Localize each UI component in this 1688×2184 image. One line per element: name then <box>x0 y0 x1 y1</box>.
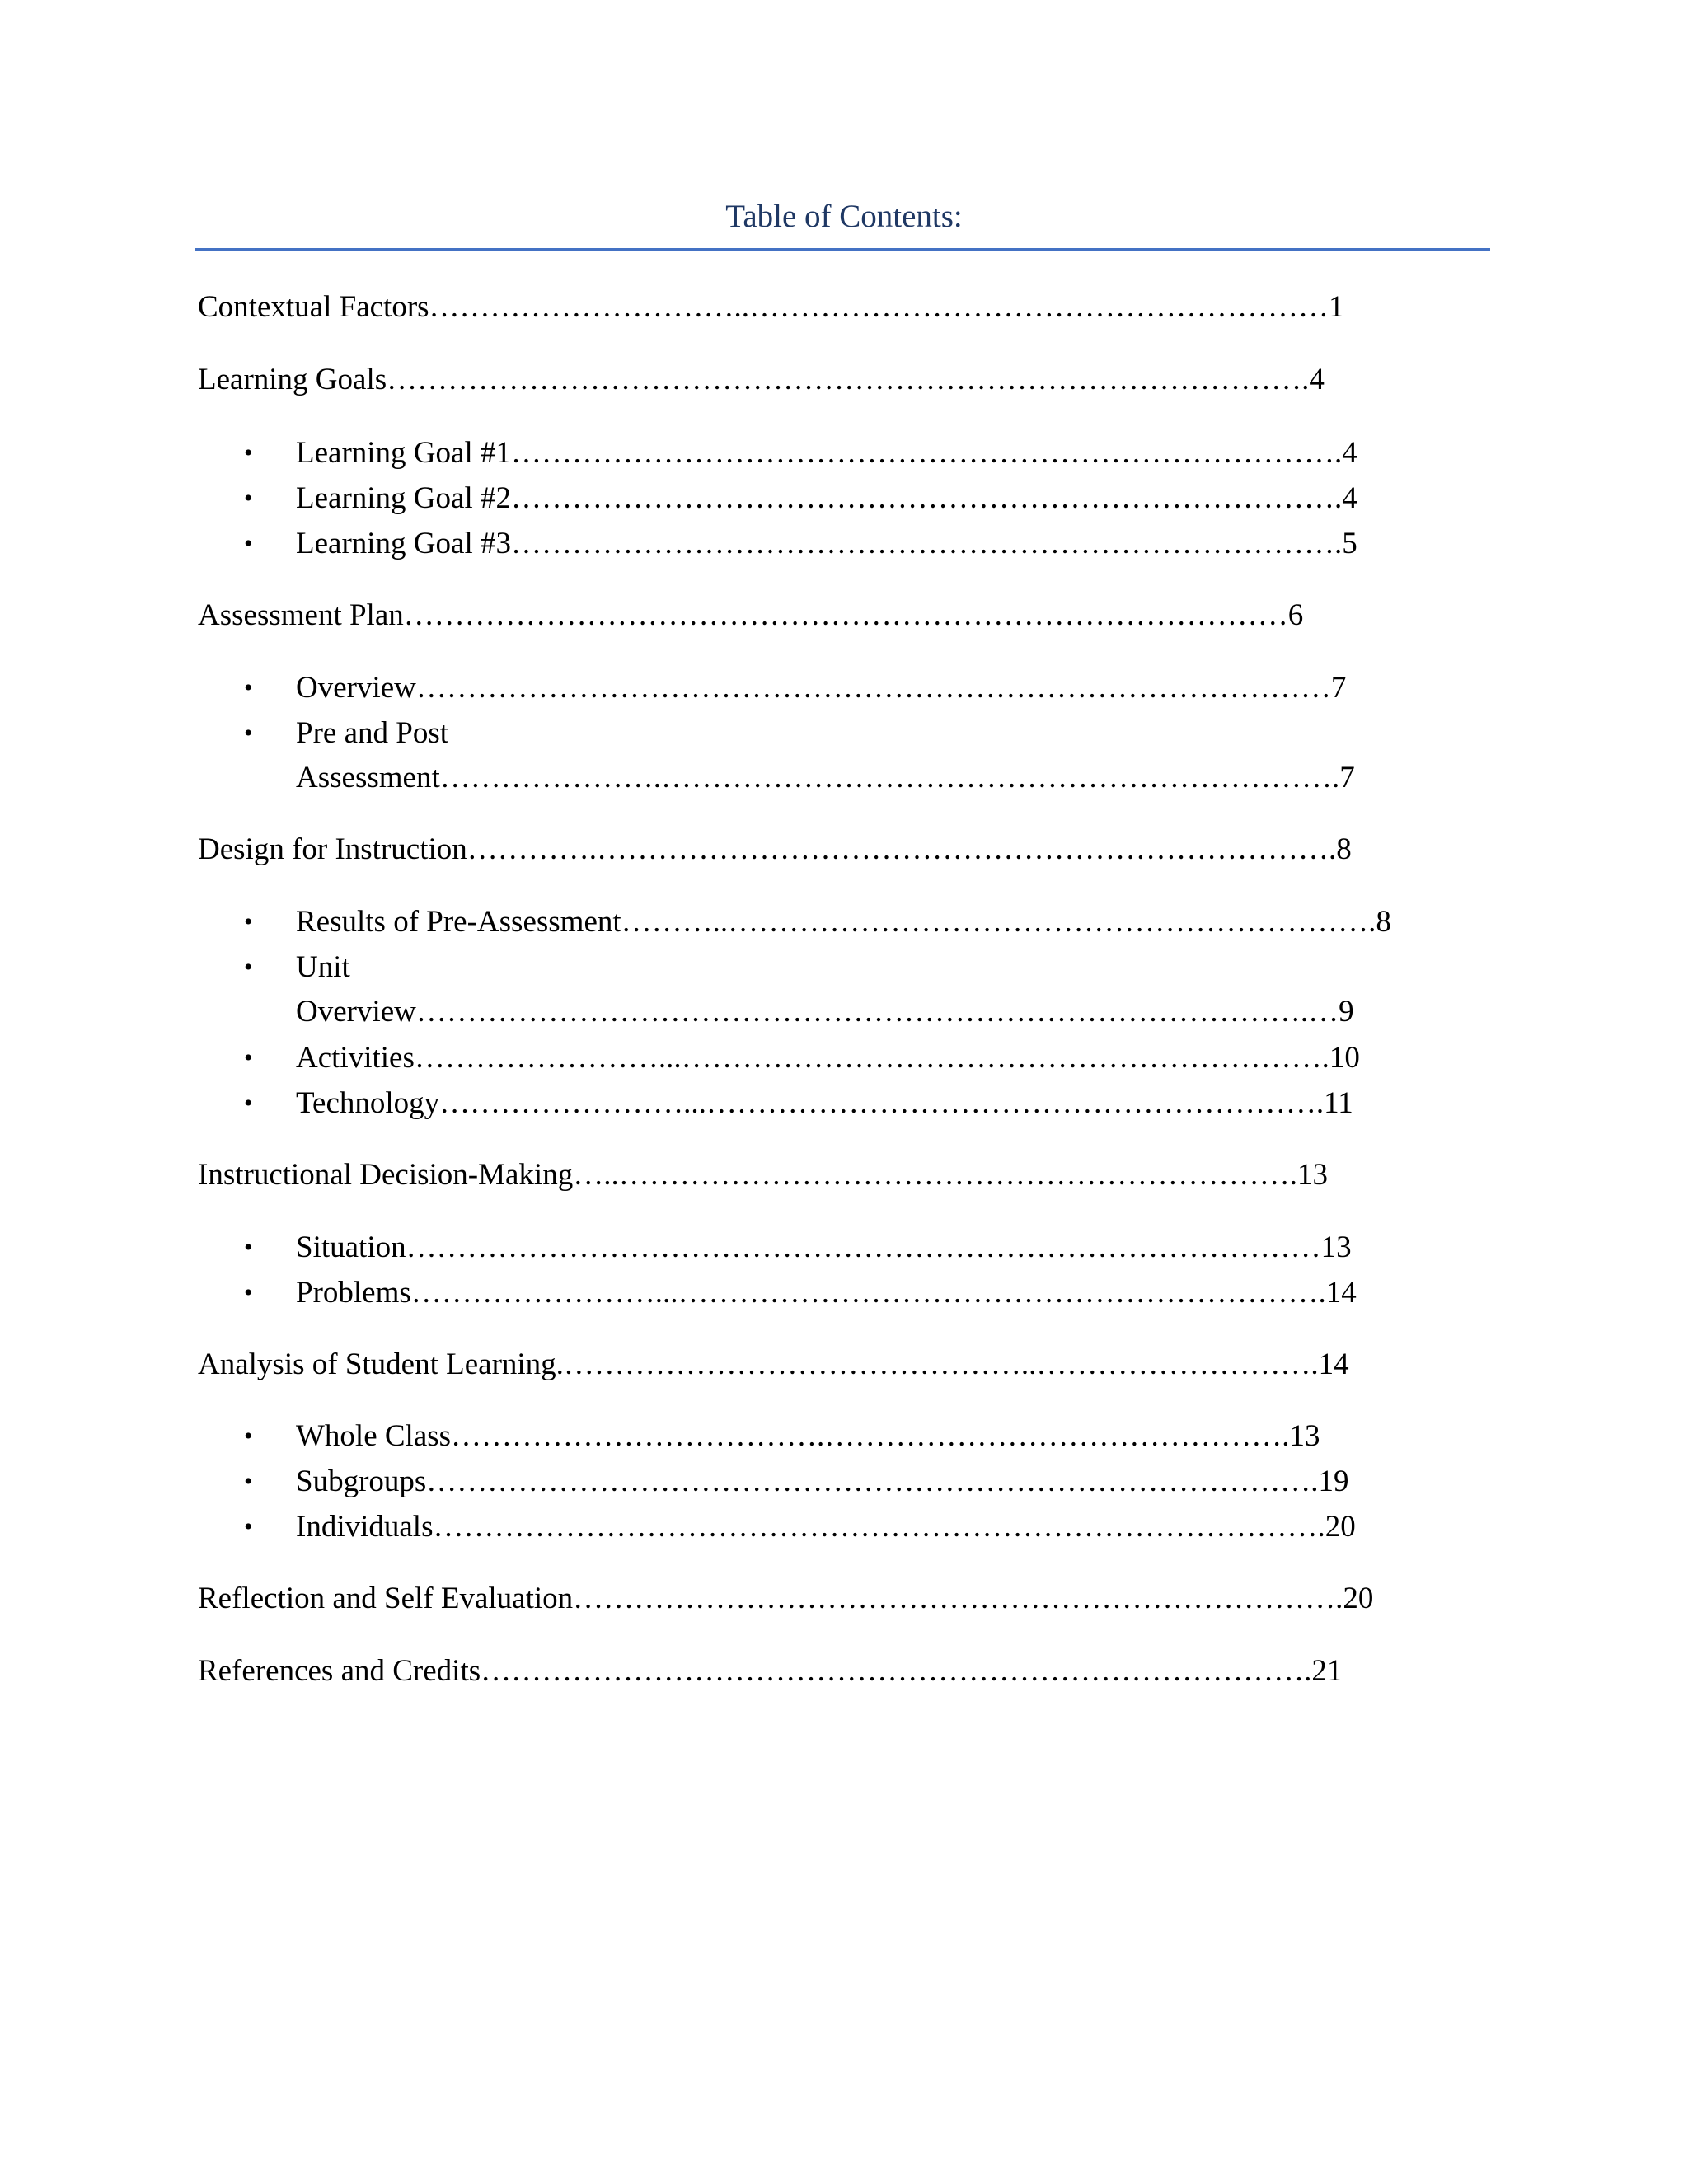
toc-entry-analysis-student-learning: Analysis of Student Learning.………………………………………..……………………….14 <box>198 1347 1349 1381</box>
bullet-icon: • <box>244 439 253 466</box>
toc-entry-subgroups: Subgroups…………………………………………………………………………….19 <box>296 1465 1349 1498</box>
bullet-icon: • <box>244 1513 253 1540</box>
toc-entry-instructional-decision: Instructional Decision-Making…..………………………………………………………….13 <box>198 1158 1328 1192</box>
bullet-icon: • <box>244 1044 253 1071</box>
bullet-icon: • <box>244 954 253 981</box>
bullet-icon: • <box>244 1234 253 1261</box>
toc-entry-situation: Situation………………………………………………………………………………13 <box>296 1230 1352 1264</box>
toc-entry-design-instruction: Design for Instruction………….……………………………………………………………….8 <box>198 832 1352 866</box>
toc-entry-assessment-plan: Assessment Plan……………………………………………………………………………6 <box>198 598 1304 632</box>
bullet-icon: • <box>244 1468 253 1495</box>
toc-entry-contextual-factors: Contextual Factors…………………………..…………………………………………………1 <box>198 290 1344 324</box>
bullet-icon: • <box>244 674 253 701</box>
toc-title: Table of Contents: <box>725 199 963 234</box>
toc-entry-reflection: Reflection and Self Evaluation………………………………………………………………….20 <box>198 1582 1374 1615</box>
bullet-icon: • <box>244 530 253 557</box>
bullet-icon: • <box>244 1279 253 1306</box>
toc-entry-individuals: Individuals…………………………………………………………………………….20 <box>296 1510 1356 1544</box>
toc-entry-problems: Problems……………………...……………………………………………………….14 <box>296 1276 1357 1310</box>
toc-entry-learning-goal-1: Learning Goal #1……………………………………………………………………….4 <box>296 436 1357 470</box>
bullet-icon: • <box>244 908 253 935</box>
toc-entry-pre-post-line2: Assessment………………….………………………………………………………….7 <box>296 761 1355 794</box>
bullet-icon: • <box>244 719 253 747</box>
toc-entry-overview: Overview………………………………………………………………………………7 <box>296 671 1347 705</box>
toc-entry-learning-goal-2: Learning Goal #2……………………………………………………………………….4 <box>296 481 1357 515</box>
toc-entry-learning-goals: Learning Goals……………………………………………………………………………….4 <box>198 363 1325 396</box>
bullet-icon: • <box>244 1422 253 1450</box>
toc-entry-activities: Activities……………………...……………………………………………………….10 <box>296 1041 1360 1075</box>
toc-entry-technology: Technology……………………...…………………………………………………….11 <box>296 1086 1353 1120</box>
toc-entry-unit-line2: Overview…………………………………………………………………………….…9 <box>296 995 1354 1029</box>
toc-entry-references: References and Credits……………………………………………………………………….21 <box>198 1654 1343 1688</box>
toc-entry-learning-goal-3: Learning Goal #3……………………………………………………………………….5 <box>296 527 1357 560</box>
toc-entry-results-pre-assessment: Results of Pre-Assessment………..……………………………………………………….8 <box>296 905 1391 939</box>
bullet-icon: • <box>244 485 253 512</box>
toc-entry-whole-class: Whole Class……………………………….……………………………………….13 <box>296 1419 1320 1453</box>
title-underline <box>195 248 1490 251</box>
toc-entry-unit-line1: Unit <box>296 950 350 984</box>
bullet-icon: • <box>244 1090 253 1117</box>
toc-entry-pre-post-line1: Pre and Post <box>296 716 448 750</box>
